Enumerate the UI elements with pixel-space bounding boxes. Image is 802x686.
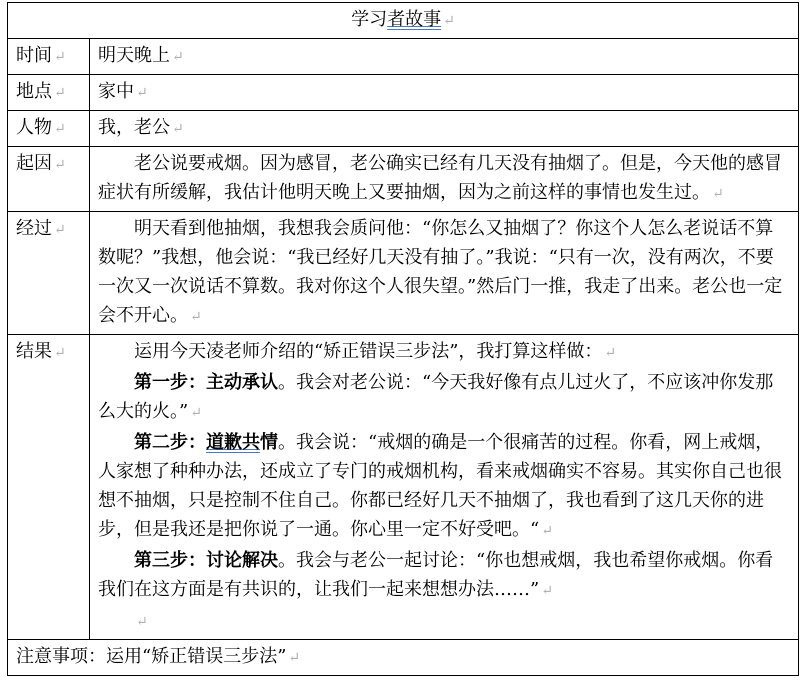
result-value-cell: [90, 335, 799, 640]
step2-title-prefix: 第二步：: [134, 432, 206, 453]
cause-value-cell: [90, 147, 799, 212]
paragraph-mark-icon: ↵: [712, 186, 724, 202]
result-intro-text: 运用今天凌老师介绍的“矫正错误三步法”，我打算这样做：: [134, 341, 603, 362]
title-cell: [8, 3, 799, 39]
place-row: [8, 75, 799, 111]
paragraph-mark-icon: ↵: [54, 85, 66, 101]
paragraph-mark-icon: ↵: [541, 583, 553, 599]
people-value-cell: [90, 111, 799, 147]
paragraph-mark-icon: ↵: [190, 405, 202, 421]
notes-row: [8, 640, 799, 676]
time-value: 明天晚上: [98, 45, 170, 66]
cause-row: [8, 147, 799, 212]
paragraph-mark-icon: ↵: [190, 309, 202, 325]
place-label: 地点: [16, 81, 52, 102]
learner-story-table: [7, 2, 799, 676]
paragraph-mark-icon: ↵: [172, 49, 184, 65]
time-label: 时间: [16, 45, 52, 66]
step1-title: 第一步：主动承认: [134, 372, 278, 393]
paragraph-mark-icon: ↵: [54, 222, 66, 238]
paragraph-mark-icon: ↵: [54, 121, 66, 137]
process-paragraph: [98, 214, 790, 332]
cause-paragraph: [98, 149, 790, 209]
notes-cell: [8, 640, 799, 676]
result-label-cell: [8, 335, 90, 640]
people-label-cell: [8, 111, 90, 147]
cause-label: 起因: [16, 153, 52, 174]
step2-title-underlined: 道歉共: [206, 432, 260, 453]
people-row: [8, 111, 799, 147]
process-label-cell: [8, 212, 90, 335]
place-value: 家中: [98, 81, 134, 102]
time-value-cell: [90, 39, 799, 75]
process-row: [8, 212, 799, 335]
empty-paragraph: [98, 606, 790, 637]
result-label: 结果: [16, 341, 52, 362]
result-intro-paragraph: [98, 337, 790, 368]
result-row: [8, 335, 799, 640]
paragraph-mark-icon: ↵: [172, 121, 184, 137]
process-label: 经过: [16, 218, 52, 239]
paragraph-mark-icon: ↵: [54, 157, 66, 173]
people-label: 人物: [16, 117, 52, 138]
title-row: [8, 3, 799, 39]
cause-label-cell: [8, 147, 90, 212]
paragraph-mark-icon: ↵: [288, 650, 301, 666]
table-title-underlined: 者故事: [387, 9, 442, 30]
cause-text: 老公说要戒烟。因为感冒，老公确实已经有几天没有抽烟了。但是，今天他的感冒症状有所缓解，我估计他明天晚上又要抽烟，因为之前这样的事情也发生过。: [98, 153, 782, 203]
step2-paragraph: [98, 428, 790, 546]
place-value-cell: [90, 75, 799, 111]
place-label-cell: [8, 75, 90, 111]
paragraph-mark-icon: ↵: [136, 614, 148, 630]
step1-text: 。我会对老公说：“今天我好像有点儿过火了，不应该冲你发那么大的火。”: [98, 372, 774, 422]
step2-text: 。我会说：“戒烟的确是一个很痛苦的过程。你看，网上戒烟，人家想了种种办法，还成立了专门的戒烟机构，看来戒烟确实不容易。其实你自己也很想不抽烟，只是控制不住自己。你都已经好几天不抽烟了，我也看到了这几天你的进步，但是我还是把你说了一通。你心里一定不好受吧。“: [98, 432, 782, 540]
table-title-plain: 学习: [351, 9, 388, 30]
paragraph-mark-icon: ↵: [541, 523, 553, 539]
step3-text: 。我会与老公一起讨论：“你也想戒烟，我也希望你戒烟。你看我们在这方面是有共识的，让我们一起来想想办法……”: [98, 550, 774, 600]
time-label-cell: [8, 39, 90, 75]
paragraph-mark-icon: ↵: [54, 345, 66, 361]
people-value: 我，老公: [98, 117, 170, 138]
step3-paragraph: [98, 546, 790, 606]
paragraph-mark-icon: ↵: [443, 13, 455, 29]
cropped-text-strip: [0, 681, 802, 686]
notes-text: 注意事项：运用“矫正错误三步法”: [16, 646, 287, 667]
step2-title-suffix: 情: [260, 432, 278, 453]
step3-title: 第三步：讨论解决: [134, 550, 278, 571]
time-row: [8, 39, 799, 75]
process-text: 明天看到他抽烟，我想我会质问他：“你怎么又抽烟了？你这个人怎么老说话不算数呢？”我想，他会说：“我已经好几天没有抽了。”我说：“只有一次，没有两次，不要一次又一次说话不算数。我对你这个人很失望。”然后门一推，我走了出来。老公也一定会不开心。: [98, 218, 783, 326]
paragraph-mark-icon: ↵: [136, 85, 148, 101]
paragraph-mark-icon: ↵: [604, 345, 617, 361]
step1-paragraph: [98, 368, 790, 428]
process-value-cell: [90, 212, 799, 335]
paragraph-mark-icon: ↵: [54, 49, 66, 65]
